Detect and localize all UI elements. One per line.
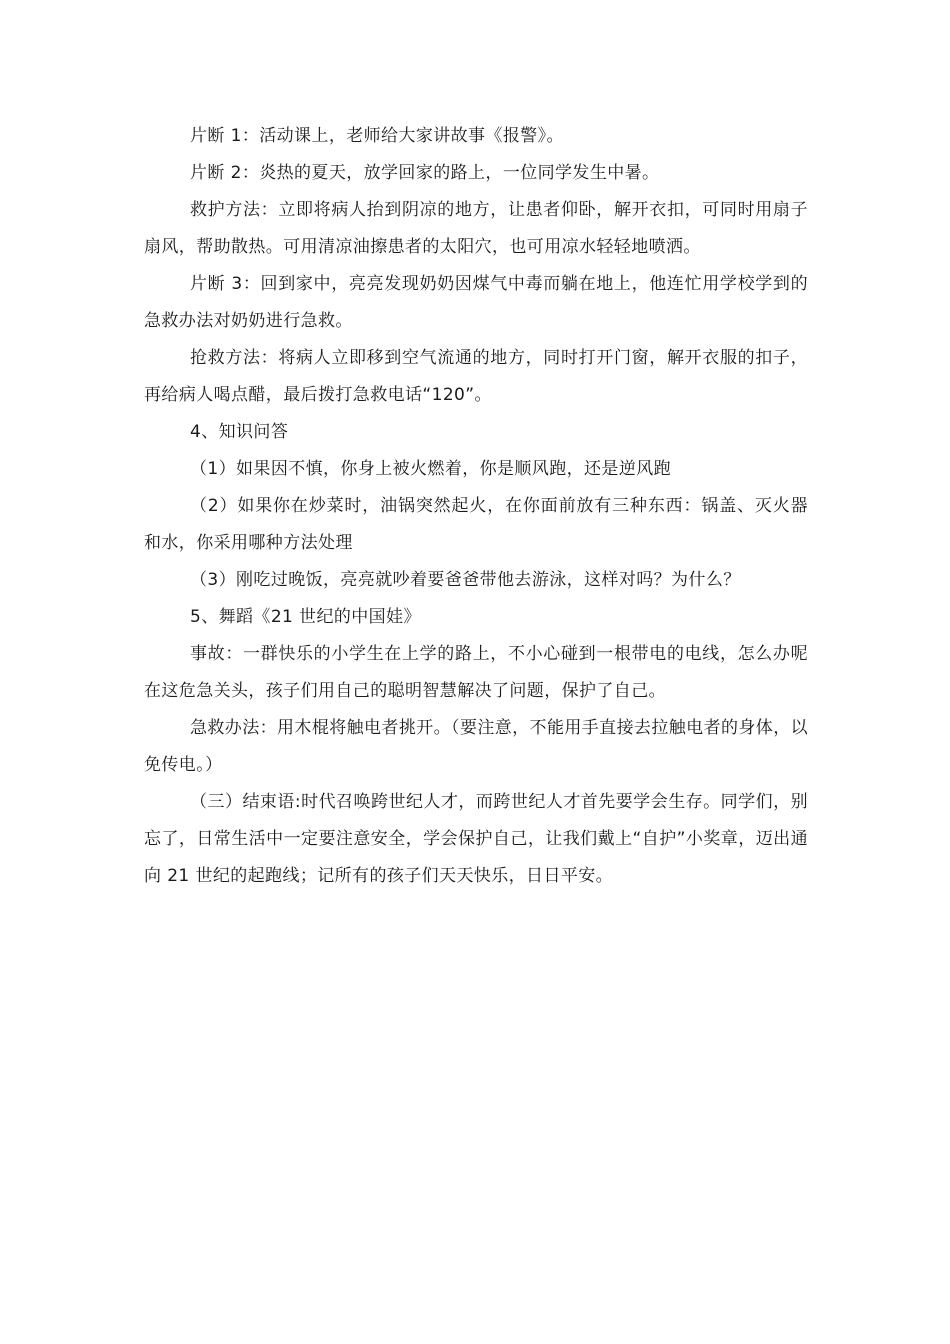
paragraph-fragment-2: 片断 2：炎热的夏天，放学回家的路上，一位同学发生中暑。 [190, 163, 660, 183]
quiz-question-3: （3）刚吃过晚饭，亮亮就吵着要爸爸带他去游泳，这样对吗？为什么？ [190, 570, 741, 590]
paragraph-heatstroke-method: 救护方法：立即将病人抬到阴凉的地方，让患者仰卧，解开衣扣，可同时用扇子扇风，帮助散热。可用清凉油擦患者的太阳穴，也可用凉水轻轻地喷洒。 [144, 200, 808, 257]
quiz-question-1: （1）如果因不慎，你身上被火燃着，你是顺风跑，还是逆风跑 [190, 459, 672, 479]
paragraph-conclusion: （三）结束语:时代召唤跨世纪人才，而跨世纪人才首先要学会生存。同学们，别忘了，日常生活中一定要注意安全，学会保护自己，让我们戴上“自护”小奖章，迈出通向 21 世纪的起跑线；记所有的孩子们天天快乐，日日平安。 [144, 792, 808, 886]
section-heading-quiz: 4、知识问答 [190, 422, 289, 442]
quiz-question-2: （2）如果你在炒菜时，油锅突然起火，在你面前放有三种东西：锅盖、灭火器和水，你采用哪种方法处理 [144, 496, 808, 553]
paragraph-fragment-3: 片断 3：回到家中，亮亮发现奶奶因煤气中毒而躺在地上，他连忙用学校学到的急救办法对奶奶进行急救。 [144, 274, 808, 331]
paragraph-gas-rescue-method: 抢救方法：将病人立即移到空气流通的地方，同时打开门窗，解开衣服的扣子，再给病人喝点醋，最后拨打急救电话“120”。 [144, 348, 808, 405]
document-body [144, 118, 808, 895]
paragraph-fragment-1: 片断 1：活动课上，老师给大家讲故事《报警》。 [190, 126, 564, 146]
paragraph-electric-rescue: 急救办法：用木棍将触电者挑开。（要注意，不能用手直接去拉触电者的身体，以免传电。） [144, 718, 808, 775]
paragraph-accident: 事故：一群快乐的小学生在上学的路上，不小心碰到一根带电的电线，怎么办呢在这危急关头，孩子们用自己的聪明智慧解决了问题，保护了自己。 [144, 644, 808, 701]
section-heading-dance: 5、舞蹈《21 世纪的中国娃》 [190, 607, 421, 627]
